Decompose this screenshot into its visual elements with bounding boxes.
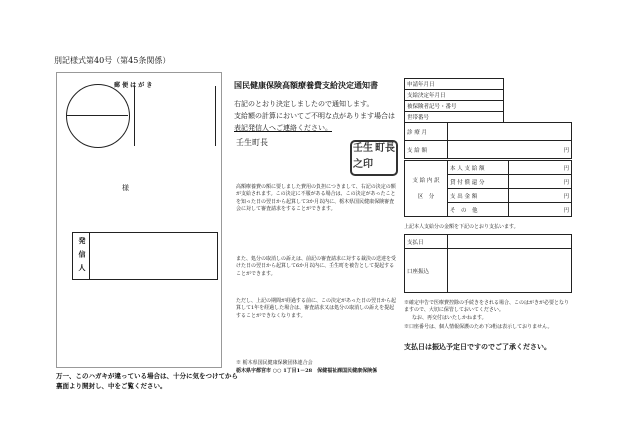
- issuer: 壬生町長: [236, 138, 268, 147]
- amount-table: 診 療 月 支 給 額 円: [404, 122, 572, 159]
- header-table: 申請年月日 支給決定年月日 被保険者記号・番号 世帯番号: [404, 78, 504, 123]
- pay-day-text: 支払日は振込予定日ですのでご了承ください。: [404, 342, 551, 351]
- sender-box: [72, 232, 218, 280]
- note-2: なお、再交付はいたしかねます。: [412, 315, 487, 321]
- breakdown-label: 支 給 内 訳: [412, 177, 440, 184]
- pay-note: 上記本人支給分の金額を下記のとおり支払います。: [404, 224, 519, 230]
- addressee-suffix: 様: [122, 184, 129, 192]
- form-number: 別記様式第40号（第45条関係）: [54, 56, 171, 65]
- breakdown-row-label: 本 人 支 給 額: [448, 161, 509, 175]
- breakdown-sub: 区 分: [417, 193, 435, 200]
- payment-table: 支払日 口座振込: [404, 234, 572, 293]
- notice-paragraph-2: また、処分の取消しの訴えは、前記の審査請求に対する裁決の送達を受けた日の翌日から起算して6か月以内に、壬生町を被告として提起することができます。: [236, 256, 397, 277]
- notice-line-3: 表記発信人へご連絡ください。: [234, 124, 332, 132]
- official-seal: 壬生 町長 之印: [350, 140, 398, 176]
- postcard-panel: [56, 72, 222, 368]
- notice-paragraph-3: ただし、上記の期間が経過する前に、この決定があった日の翌日から起算して1年を経過した場合は、審査請求又は処分の取消しの訴えを提起することができなくなります。: [236, 298, 396, 319]
- notice-line-1: 右記のとおり決定しましたので通知します。: [234, 100, 374, 108]
- notice-footer-1: ※ 栃木県国民健康保険団体連合会: [236, 360, 313, 366]
- notice-title: 国民健康保険高額療養費支給決定通知書: [234, 80, 378, 90]
- stamp-circle: [66, 84, 130, 148]
- bottom-note-2: 裏面より開封し、中をご覧ください。: [56, 382, 167, 390]
- note-1: ※確定申告で医療費控除の手続きをされる場合、このはがきが必要となりますので、大切に保管しておいてください。: [404, 300, 570, 314]
- notice-line-2: 支給額の計算においてご不明な点があります場合は: [234, 112, 395, 120]
- notice-panel: [224, 76, 400, 386]
- sender-label: 発 信 人: [78, 237, 87, 273]
- bottom-note-1: 万一、このハガキが違っている場合は、十分に気をつけてから: [56, 372, 238, 380]
- postal-code-box: [134, 86, 216, 146]
- note-3: ※口座番号は、個人情報保護のため下3桁は表示しておりません。: [404, 324, 553, 330]
- notice-footer-2: 栃木県宇都宮市 ○○ 1丁目1－28 保健福祉課国民健康保険係: [236, 368, 378, 374]
- notice-paragraph-1: 高額療養費の額に要しました費用の負担につきまして、右記の決定の額が支給されます。この決定に不服がある場合は、この決定があったことを知った日の翌日から起算して3か月以内に、栃木県国民健康保険審査会に対して審査請求をすることができます。: [236, 184, 396, 212]
- postcard-label: 郵 便 は が き: [114, 82, 153, 89]
- breakdown-table: 支 給 内 訳 区 分 本 人 支 給 額 円 貸 付 償 還 分 円 支 出 金 額 円 そ の 他 円: [404, 160, 572, 217]
- details-panel: [404, 78, 576, 386]
